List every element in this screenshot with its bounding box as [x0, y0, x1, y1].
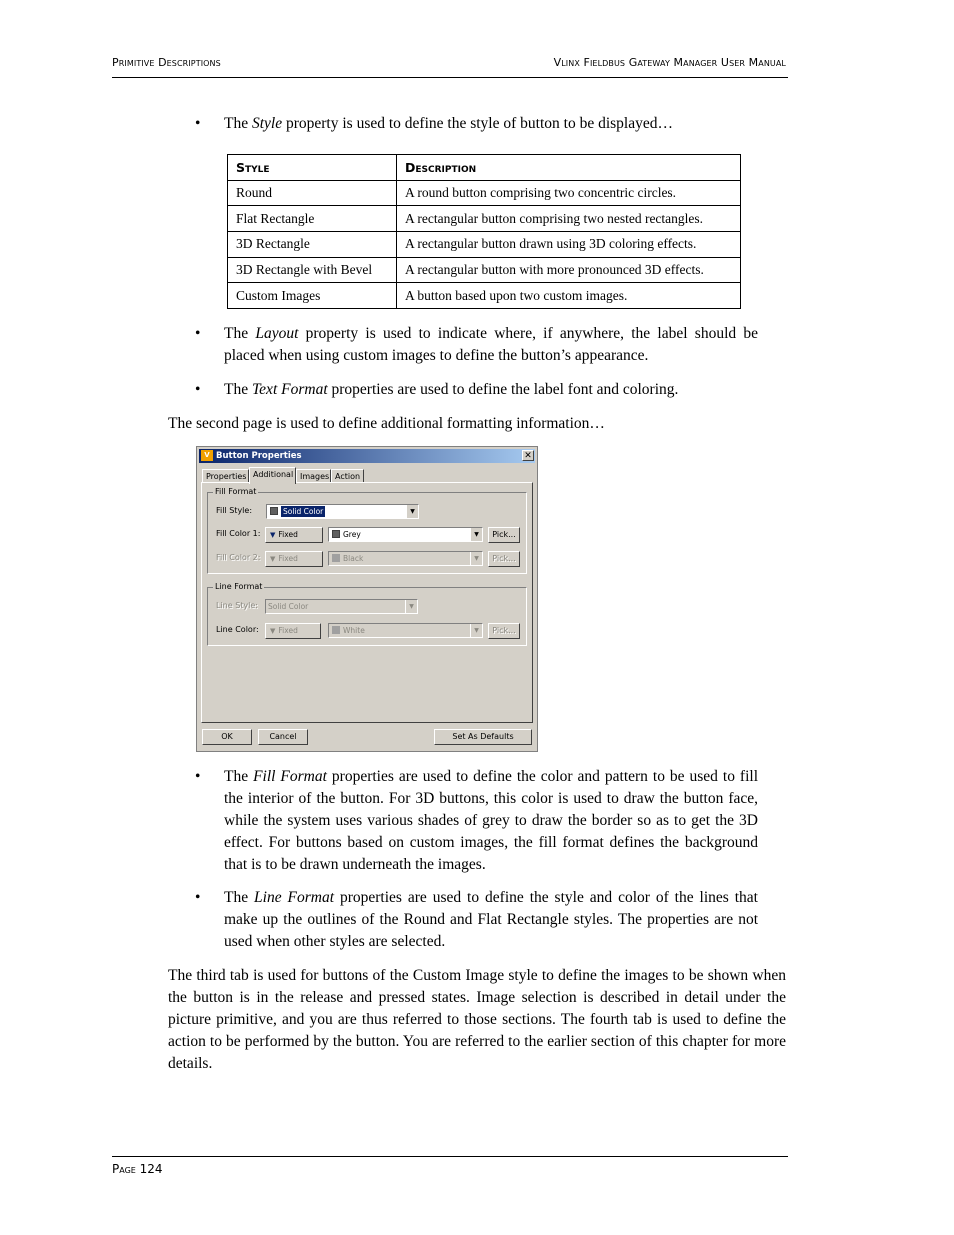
table-row	[228, 257, 741, 283]
app-icon: V	[201, 450, 213, 461]
fill-color-2-mode: Fixed	[278, 554, 298, 563]
line-style-value: Solid Color	[268, 602, 309, 611]
bullet-term: Text Format	[251, 381, 328, 398]
fill-style-value: Solid Color	[283, 507, 324, 516]
table-cell: Round	[228, 180, 397, 206]
line-color-mode-button[interactable]	[265, 623, 321, 639]
fill-color-2-label: Fill Color 2:	[216, 553, 261, 562]
bullet-text: properties are used to define the label font and coloring.	[327, 381, 679, 398]
table-header-row	[228, 155, 741, 181]
table-cell: A button based upon two custom images.	[397, 283, 741, 309]
fill-style-label: Fill Style:	[216, 506, 253, 515]
color-swatch	[332, 554, 340, 562]
line-style-label: Line Style:	[216, 601, 259, 610]
bullet-text: property is used to indicate where, if anywhere, the label should be placed when using custom images to define the button’s appearance.	[224, 325, 758, 364]
paragraph-second-page: The second page is used to define additional formatting information…	[168, 415, 605, 432]
bullet-text: The	[224, 115, 252, 132]
fill-color-2-value: Black	[343, 554, 364, 563]
bullet-text-format	[195, 379, 758, 401]
tab-additional[interactable]: Additional	[249, 467, 296, 484]
bullet-dot: •	[195, 115, 201, 132]
fill-format-legend: Fill Format	[215, 487, 257, 496]
bullet-text: The	[224, 381, 252, 398]
bullet-term: Layout	[255, 325, 299, 342]
set-as-defaults-button[interactable]: Set As Defaults	[434, 729, 532, 745]
bullet-fill-format	[195, 766, 758, 876]
bullet-text: properties are used to define the style and color of the lines that make up the outlines of the Round and Flat Rectangle styles. The properties are not used when other styles are selected.	[224, 889, 758, 950]
bullet-term: Fill Format	[253, 768, 327, 785]
color-swatch	[270, 507, 278, 515]
triangle-down-icon: ▼	[270, 531, 276, 539]
fill-color-2-select[interactable]	[328, 551, 483, 566]
bullet-dot: •	[195, 768, 201, 785]
line-format-legend: Line Format	[215, 582, 263, 591]
bullet-term: Style	[251, 115, 283, 132]
fill-color-2-pick-button[interactable]: Pick...	[488, 551, 520, 567]
bullet-text: property is used to define the style of button to be displayed…	[282, 115, 673, 132]
fill-color-1-label: Fill Color 1:	[216, 529, 261, 538]
table-cell: 3D Rectangle	[228, 232, 397, 258]
chevron-down-icon[interactable]: ▼	[470, 624, 482, 637]
table-cell: Custom Images	[228, 283, 397, 309]
fill-style-select[interactable]	[266, 504, 419, 519]
table-cell: 3D Rectangle with Bevel	[228, 257, 397, 283]
ok-button[interactable]: OK	[202, 729, 252, 745]
table-cell: A rectangular button with more pronounced 3D effects.	[397, 257, 741, 283]
line-color-value: White	[343, 626, 365, 635]
table-row	[228, 283, 741, 309]
tab-images[interactable]: Images	[296, 469, 331, 483]
fill-color-1-pick-button[interactable]: Pick...	[488, 527, 520, 543]
triangle-down-icon: ▼	[270, 627, 276, 635]
page-number: Page 124	[112, 1162, 163, 1176]
table-cell: A rectangular button comprising two nested rectangles.	[397, 206, 741, 232]
fill-color-1-mode: Fixed	[278, 530, 298, 539]
bullet-term: Line Format	[254, 889, 335, 906]
fill-color-1-select[interactable]	[328, 527, 483, 542]
table-cell: A round button comprising two concentric circles.	[397, 180, 741, 206]
line-color-pick-button[interactable]: Pick...	[488, 623, 520, 639]
triangle-down-icon: ▼	[270, 555, 276, 563]
fill-color-1-value: Grey	[343, 530, 361, 539]
tab-properties[interactable]: Properties	[202, 469, 249, 483]
line-color-mode: Fixed	[278, 626, 298, 635]
chevron-down-icon[interactable]: ▼	[406, 505, 418, 518]
fill-format-group	[207, 487, 527, 574]
table-header-description: Description	[397, 155, 741, 181]
bullet-text: The	[224, 325, 256, 342]
chevron-down-icon[interactable]: ▼	[470, 552, 482, 565]
paragraph-third-tab: The third tab is used for buttons of the Custom Image style to define the images to be shown when the button is in the release and pressed states. Image selection is described in detail under the picture primitive, and you are thus referred to those sections. The fourth tab is used to define the action to be performed by the button. You are referred to the earlier section of this chapter for more details.	[168, 967, 786, 1072]
table-cell: A rectangular button drawn using 3D coloring effects.	[397, 232, 741, 258]
fill-color-1-mode-button[interactable]	[265, 527, 323, 543]
bullet-dot: •	[195, 889, 201, 906]
table-cell: Flat Rectangle	[228, 206, 397, 232]
table-row	[228, 206, 741, 232]
cancel-button[interactable]: Cancel	[258, 729, 308, 745]
bullet-text: The	[224, 889, 255, 906]
dialog-title-bar[interactable]	[199, 449, 535, 463]
close-icon[interactable]: ✕	[522, 450, 534, 461]
line-style-select[interactable]	[265, 599, 418, 614]
color-swatch	[332, 530, 340, 538]
bullet-text: The	[224, 768, 254, 785]
table-row	[228, 180, 741, 206]
header-rule	[112, 77, 788, 78]
bullet-dot: •	[195, 325, 201, 342]
bullet-line-format	[195, 887, 758, 953]
line-color-label: Line Color:	[216, 625, 259, 634]
bullet-layout	[195, 323, 758, 367]
bullet-style	[195, 113, 758, 135]
table-header-style: Style	[228, 155, 397, 181]
line-format-group	[207, 582, 527, 646]
dialog-title: Button Properties	[216, 451, 302, 461]
tab-panel-additional	[201, 482, 533, 723]
running-header-left: Primitive Descriptions	[112, 56, 221, 69]
chevron-down-icon[interactable]: ▼	[405, 600, 417, 613]
bullet-text: properties are used to define the color and pattern to be used to fill the interior of the button. For 3D buttons, this color is used to draw the button face, while the system uses various shades of grey to draw the border so as to get the 3D effect. For buttons based on custom images, the fill format defines the background that is to be drawn underneath the images.	[224, 768, 758, 873]
tab-action[interactable]: Action	[331, 469, 364, 483]
style-table	[227, 154, 741, 309]
bullet-dot: •	[195, 381, 201, 398]
table-row	[228, 232, 741, 258]
chevron-down-icon[interactable]: ▼	[470, 528, 482, 541]
running-header-right: Vlinx Fieldbus Gateway Manager User Manual	[553, 56, 786, 69]
footer-rule	[112, 1156, 788, 1157]
line-color-select[interactable]	[328, 623, 483, 638]
color-swatch	[332, 626, 340, 634]
fill-color-2-mode-button[interactable]	[265, 551, 323, 567]
button-properties-dialog	[196, 446, 538, 752]
